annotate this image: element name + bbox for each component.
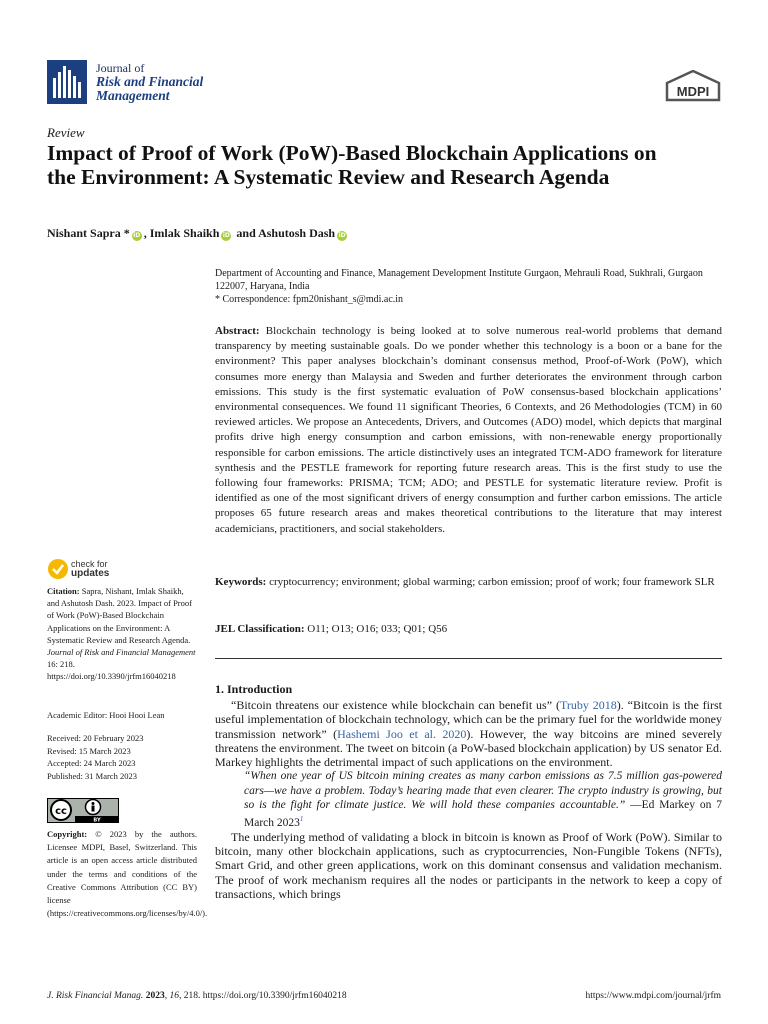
cc-by-license-icon[interactable]: [47, 798, 119, 823]
citation-text: Sapra, Nishant, Imlak Shaikh, and Ashutosh Dash. 2023. Impact of Proof of Work (PoW)-Based Blockchain Applications on the Environment: A Systematic Review and Research Agenda.: [47, 586, 192, 645]
check-updates-icon: [47, 558, 69, 580]
footer-volume: , 16: [164, 991, 179, 1001]
section-heading: 1. Introduction: [215, 682, 293, 696]
article-title: Impact of Proof of Work (PoW)-Based Blockchain Applications on the Environment: A Systematic Review and Research Agenda: [47, 141, 657, 189]
keywords: [215, 575, 722, 590]
footer-citation: [47, 991, 347, 1001]
citation-block: [47, 585, 197, 683]
author-list: [47, 226, 349, 241]
footnote-link[interactable]: 1: [299, 814, 304, 823]
citation-journal: Journal of Risk and Financial Management: [47, 647, 196, 658]
jel-classification: [215, 622, 722, 637]
orcid-icon[interactable]: iD: [338, 232, 346, 239]
journal-name-line1: Journal of: [96, 61, 145, 75]
copyright-text: © 2023 by the authors. Licensee MDPI, Basel, Switzerland. This article is an open access article distributed under the terms and conditions of the Creative Commons Attribution (CC BY) license (https://creativecommons.org/licenses/by/4.0/).: [47, 829, 208, 919]
text-run: “Bitcoin threatens our existence while blockchain can benefit us” (: [231, 698, 560, 712]
correspondence: * Correspondence: fpm20nishant_s@mdi.ac.in: [215, 294, 404, 306]
date-accepted: Accepted: 24 March 2023: [47, 758, 136, 769]
copyright-notice: [47, 828, 208, 920]
author-1: Nishant Sapra *: [47, 226, 130, 240]
journal-bars-icon: [47, 60, 87, 104]
copyright-label: Copyright:: [47, 829, 88, 839]
introduction-body: [215, 698, 722, 901]
citation-label: Citation:: [47, 586, 80, 596]
text-run: ). However, the way bitcoins are mined severely threatens the environment. The tweet on bitcoin (a PoW-based blockchain application) by US senator Ed. Markey highlights the detrimental impact of such applications on the environment.: [215, 726, 722, 770]
jel-label: JEL Classification:: [215, 623, 305, 635]
text-run: ). “Bitcoin is the first useful implementation of blockchain technology, which can be the primary fuel for the worldwide money transmission network” (: [215, 698, 722, 741]
citation-link[interactable]: Hashemi Joo et al. 2020: [337, 726, 467, 741]
article-dates: [47, 732, 197, 782]
citation-volume-doi[interactable]: 16: 218. https://doi.org/10.3390/jrfm16040218: [47, 659, 176, 682]
quote-text: “When one year of US bitcoin mining creates as many carbon emissions as 7.5 million gas-powered cars—we have a problem. Today’s hearing made that even clearer. The crypto industry is growing, but so is the fight for climate justice. We will hold these companies accountable.”: [244, 770, 722, 811]
abstract-label: Abstract:: [215, 325, 260, 337]
date-received: Received: 20 February 2023: [47, 733, 144, 743]
footer-doi[interactable]: , 218. https://doi.org/10.3390/jrfm16040218: [178, 991, 347, 1001]
article-type: Review: [47, 125, 85, 140]
footer-journal: J. Risk Financial Manag.: [47, 991, 144, 1001]
mdpi-logo: [664, 70, 722, 102]
citation-link[interactable]: Truby 2018: [559, 698, 617, 712]
affiliation-block: [215, 267, 725, 307]
paragraph: The underlying method of validating a block in bitcoin is known as Proof of Work (PoW). Similar to bitcoin, many other blockchain applications, such as cryptocurrencies, Non-Fungible Tokens (NFTs), Smart Grid, and other green applications, work on this dominant consensus and validation mechanism. The proof of work mechanism requires all the nodes or participants in the network to keep a copy of transactions, which brings: [215, 829, 722, 901]
author-2: , Imlak Shaikh: [143, 226, 220, 240]
journal-name-line2: Risk and Financial: [96, 74, 204, 89]
jel-text: O11; O13; O16; 033; Q01; Q56: [304, 623, 448, 635]
section-divider: [215, 658, 722, 659]
author-3: and Ashutosh Dash: [233, 226, 336, 240]
abstract: [215, 324, 722, 537]
check-line-1: check for: [71, 559, 108, 569]
block-quote: [244, 769, 722, 829]
cc-by-text: BY: [93, 817, 101, 823]
cc-text: cc: [55, 806, 67, 817]
journal-name: [96, 61, 203, 103]
date-published: Published: 31 March 2023: [47, 770, 137, 781]
date-revised: Revised: 15 March 2023: [47, 745, 131, 756]
quote-attribution: —Ed Markey on 7 March 2023: [244, 798, 722, 829]
footer-year: 2023: [143, 991, 165, 1001]
keywords-text: cryptocurrency; environment; global warming; carbon emission; proof of work; four framework SLR: [266, 576, 715, 588]
affiliation: Department of Accounting and Finance, Management Development Institute Gurgaon, Mehrauli Road, Sukhrali, Gurgaon 122007, Haryana, India: [215, 268, 703, 293]
check-for-updates-badge[interactable]: [47, 558, 147, 582]
check-line-2: updates: [71, 568, 110, 579]
journal-name-line3: Management: [96, 88, 170, 103]
orcid-icon[interactable]: iD: [222, 232, 230, 239]
orcid-icon[interactable]: iD: [133, 232, 141, 239]
keywords-label: Keywords:: [215, 576, 267, 588]
paragraph: [215, 698, 722, 769]
academic-editor: Academic Editor: Hooi Hooi Lean: [47, 710, 165, 720]
publisher-logo-text: MDPI: [676, 84, 710, 99]
footer-journal-url[interactable]: https://www.mdpi.com/journal/jrfm: [585, 991, 721, 1001]
abstract-text: Blockchain technology is being looked at to solve numerous real-world problems that demand transparency by meeting sustainable goals. Do we ponder whether this technology is a boon or a bane for the environment? This paper analyses blockchain’s dominant consensus method, Proof-of-Work (PoW), which consumes more energy than Malaysia and Sweden and further deteriorates the environment through carbon emissions. This study is the first systematic evaluation of PoW consensus-based blockchain applications’ environmental consequences. We found 11 significant Theories, 6 Contexts, and 26 Methodologies (TCM) in 60 reviewed articles. We propose an Antecedents, Drivers, and Outcomes (ADO) model, which depicts that marginal profits drive high energy consumption and carbon emissions, with non-renewable energy proportionally responsible for carbon emissions. The article distinctively uses an integrated TCM-ADO framework for literature synthesis and the PESTLE framework for reporting future research areas. This is the first study to use the following four frameworks: PRISMA; TCM; ADO; and PESTLE for systematic literature review. Profit is identified as one of the most significant drivers of energy consumption and further carbon emissions. The article proposes 65 future research areas and makes theoretical contributions to the literature that may interest academicians, practitioners, and social stakeholders.: [215, 325, 722, 535]
